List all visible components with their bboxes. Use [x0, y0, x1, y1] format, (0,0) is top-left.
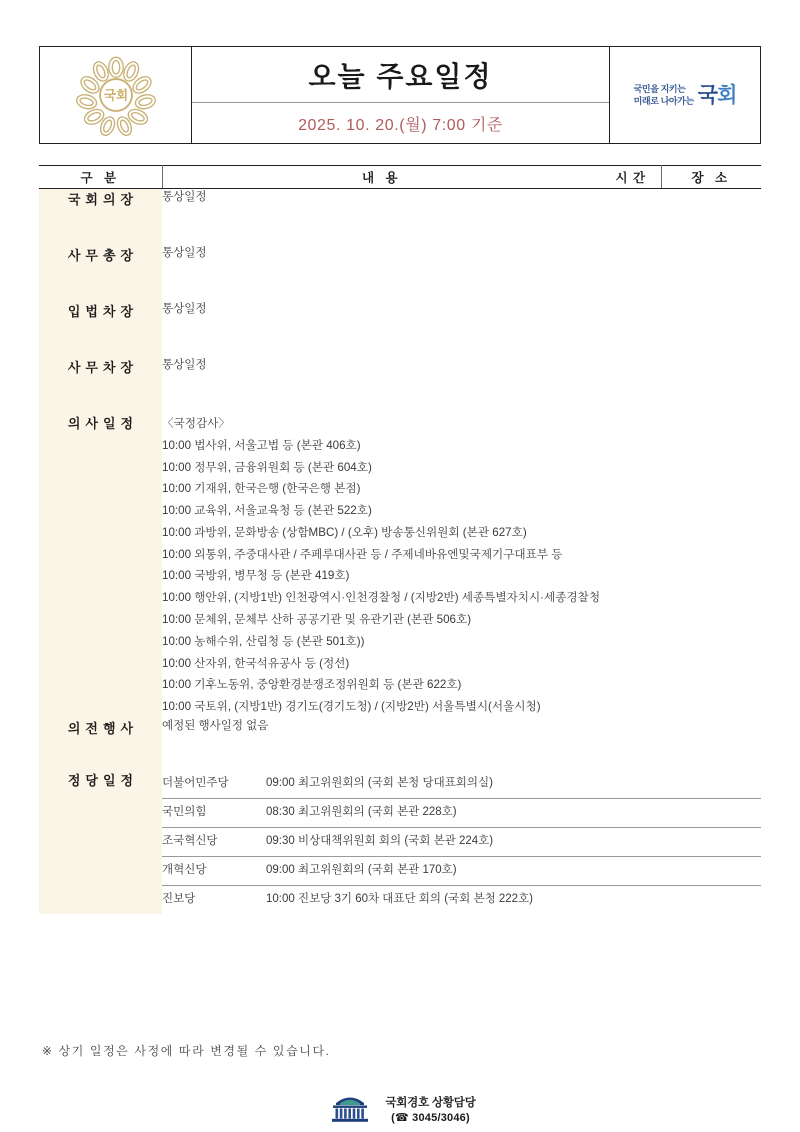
- party-content: [162, 770, 761, 914]
- party-schedule-table: [162, 770, 761, 914]
- agenda-item: 10:00 농해수위, 산림청 등 (본관 501호)): [162, 634, 365, 648]
- schedule-table: [39, 165, 761, 914]
- column-header-place: 장 소: [661, 166, 761, 189]
- agenda-item: 10:00 정무위, 금융위원회 등 (본관 604호): [162, 460, 372, 474]
- table-row: [39, 245, 761, 301]
- party-name: 국민의힘: [162, 798, 266, 827]
- party-row: [162, 885, 761, 914]
- emblem-cell: [40, 47, 192, 143]
- party-name: 개혁신당: [162, 856, 266, 885]
- row-time: [601, 189, 661, 246]
- party-row: [162, 856, 761, 885]
- agenda-heading: 〈국정감사〉: [162, 417, 230, 430]
- row-time: [601, 357, 661, 413]
- column-header-time: 시 간: [601, 166, 661, 189]
- row-time: [601, 301, 661, 357]
- document-header: [39, 46, 761, 144]
- agenda-item: 10:00 국방위, 병무청 등 (본관 419호): [162, 569, 350, 583]
- agenda-item: 10:00 산자위, 한국석유공사 등 (정선): [162, 656, 350, 670]
- agenda-content: [162, 413, 761, 718]
- category-label-protocol: 의전행사: [39, 718, 162, 770]
- row-place: [661, 357, 761, 413]
- title-row: [192, 47, 609, 103]
- document-footer: [0, 1094, 800, 1124]
- party-detail: 09:30 비상대책위원회 회의 (국회 본관 224호): [266, 827, 761, 856]
- as-of-date: 2025. 10. 20.(월) 7:00 기준: [298, 116, 503, 134]
- category-label: 국회의장: [39, 189, 162, 246]
- party-row: [162, 770, 761, 799]
- row-place: [661, 301, 761, 357]
- party-name: 조국혁신당: [162, 827, 266, 856]
- agenda-item: 10:00 행안위, (지방1반) 인천광역시·인천경찰청 / (지방2반) 세종특별자치시·세종경찰청: [162, 591, 601, 605]
- row-content: 통상일정: [162, 245, 601, 301]
- page-title: 오늘 주요일정: [308, 60, 493, 92]
- party-detail: 09:00 최고위원회의 (국회 본관 170호): [266, 856, 761, 885]
- row-content: 통상일정: [162, 357, 601, 413]
- brand-wordmark-char1: 국: [697, 83, 718, 107]
- assembly-building-icon: [324, 1094, 376, 1124]
- category-label: 입법차장: [39, 301, 162, 357]
- agenda-item: 10:00 기재위, 한국은행 (한국은행 본점): [162, 482, 361, 496]
- footer-telephone: (☎ 3045/3046): [391, 1112, 470, 1124]
- brand-logo: [610, 47, 760, 143]
- category-label-agenda: 의사일정: [39, 413, 162, 718]
- brand-tagline-line1: 국민을 지키는: [633, 83, 686, 94]
- party-detail: 08:30 최고위원회의 (국회 본관 228호): [266, 798, 761, 827]
- agenda-item: 10:00 외통위, 주중대사관 / 주페루대사관 등 / 주제네바유엔및국제기구대표부 등: [162, 547, 563, 561]
- table-row: [39, 301, 761, 357]
- agenda-item: 10:00 교육위, 서울교육청 등 (본관 522호): [162, 504, 372, 518]
- category-label: 사무차장: [39, 357, 162, 413]
- row-time: [601, 245, 661, 301]
- header-center: [192, 47, 610, 143]
- protocol-place: [661, 718, 761, 770]
- table-header-row: [39, 166, 761, 189]
- agenda-item: 10:00 기후노동위, 중앙환경분쟁조정위원회 등 (본관 622호): [162, 678, 462, 692]
- table-row-party: [39, 770, 761, 914]
- party-row: [162, 798, 761, 827]
- date-row: [192, 103, 609, 143]
- row-place: [661, 189, 761, 246]
- agenda-item: 10:00 법사위, 서울고법 등 (본관 406호): [162, 438, 361, 452]
- table-row-protocol: [39, 718, 761, 770]
- category-label-party: 정당일정: [39, 770, 162, 914]
- agenda-item: 10:00 과방위, 문화방송 (상함MBC) / (오후) 방송통신위원회 (본관 627호): [162, 525, 527, 539]
- row-place: [661, 245, 761, 301]
- party-detail: 09:00 최고위원회의 (국회 본청 당대표회의실): [266, 770, 761, 799]
- brand-wordmark-char2: 회: [717, 83, 737, 107]
- party-name: 진보당: [162, 893, 196, 906]
- disclaimer-note: ※ 상기 일정은 사정에 따라 변경될 수 있습니다.: [42, 1044, 331, 1058]
- brand-wordmark: [698, 85, 737, 106]
- table-row-agenda: [39, 413, 761, 718]
- party-row: [162, 827, 761, 856]
- table-row: [39, 357, 761, 413]
- column-header-content: 내 용: [162, 166, 601, 189]
- protocol-content: 예정된 행사일정 없음: [162, 718, 601, 770]
- footer-organization: 국회경호 상황담당: [385, 1097, 476, 1109]
- row-content: 통상일정: [162, 189, 601, 246]
- agenda-item: 10:00 국토위, (지방1반) 경기도(경기도청) / (지방2반) 서울특별시(서울시청): [162, 700, 541, 714]
- category-label: 사무총장: [39, 245, 162, 301]
- party-detail: 10:00 진보당 3기 60차 대표단 회의 (국회 본청 222호): [266, 893, 534, 906]
- party-name: 더불어민주당: [162, 770, 266, 799]
- national-assembly-flower-emblem-icon: [74, 53, 158, 137]
- brand-tagline-line2: 미래로 나아가는: [633, 96, 694, 106]
- protocol-time: [601, 718, 661, 770]
- agenda-item: 10:00 문체위, 문체부 산하 공공기관 및 유관기관 (본관 506호): [162, 613, 472, 627]
- column-header-division: 구 분: [39, 166, 162, 189]
- row-content: 통상일정: [162, 301, 601, 357]
- emblem-center-text: 국회: [103, 88, 128, 103]
- table-row: [39, 189, 761, 246]
